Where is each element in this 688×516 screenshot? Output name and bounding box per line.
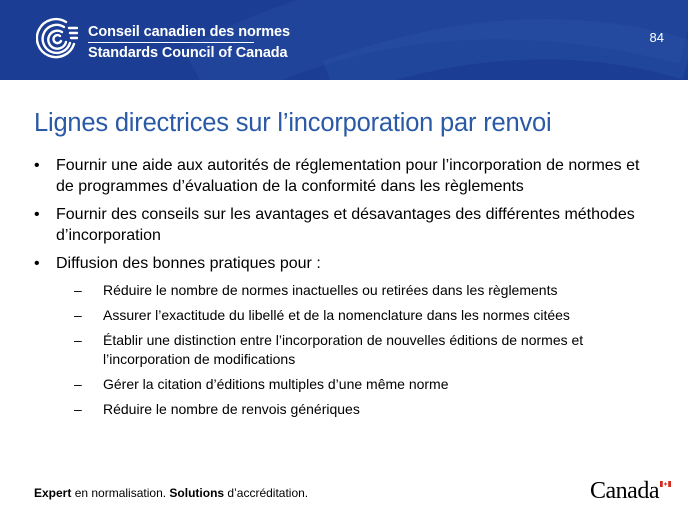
- scc-logo-icon: [36, 14, 78, 64]
- org-divider: [88, 42, 254, 43]
- sub-bullet-item: [54, 400, 654, 419]
- canada-wordmark: [590, 478, 659, 502]
- header-texture: [0, 0, 688, 80]
- sub-bullet-item: [54, 331, 654, 369]
- dash-marker: –: [74, 282, 82, 298]
- canada-wordmark-text: Canada: [590, 478, 659, 504]
- bullet-item: [34, 155, 654, 197]
- bullet-text: Fournir des conseils sur les avantages et désavantages des différentes méthodes d’incorporation: [56, 206, 635, 244]
- slide-title: Lignes directrices sur l’incorporation par renvoi: [34, 109, 552, 137]
- sub-bullet-text: Assurer l’exactitude du libellé et de la nomenclature dans les normes citées: [103, 307, 570, 323]
- tagline-bold-solutions: Solutions: [169, 486, 225, 500]
- org-name-en: Standards Council of Canada: [88, 45, 288, 61]
- bullet-list: [34, 155, 654, 425]
- bullet-item: [34, 204, 654, 246]
- bullet-text: Diffusion des bonnes pratiques pour :: [56, 255, 321, 272]
- sub-bullet-item: [54, 281, 654, 300]
- sub-bullet-list: [34, 281, 654, 419]
- bullet-item: [34, 253, 654, 274]
- sub-bullet-item: [54, 306, 654, 325]
- canada-flag-icon: [660, 481, 671, 487]
- footer-tagline: [34, 486, 308, 500]
- bullet-dot: •: [34, 255, 40, 272]
- dash-marker: –: [74, 401, 82, 417]
- header-band: [0, 0, 688, 80]
- sub-bullet-item: [54, 375, 654, 394]
- dash-marker: –: [74, 307, 82, 323]
- sub-bullet-text: Établir une distinction entre l’incorporation de nouvelles éditions de normes et l’incorporation de modifications: [103, 332, 584, 367]
- bullet-dot: •: [34, 157, 40, 174]
- tagline-text: d’accréditation.: [224, 486, 309, 500]
- sub-bullet-text: Gérer la citation d’éditions multiples d’une même norme: [103, 376, 449, 392]
- dash-marker: –: [74, 332, 82, 348]
- dash-marker: –: [74, 376, 82, 392]
- page-number: 84: [649, 30, 664, 45]
- bullet-dot: •: [34, 206, 40, 223]
- bullet-text: Fournir une aide aux autorités de réglementation pour l’incorporation de normes et de programmes d’évaluation de la conformité dans les règlements: [56, 157, 640, 195]
- org-name-fr: Conseil canadien des normes: [88, 24, 290, 40]
- tagline-bold-expert: Expert: [34, 486, 72, 500]
- tagline-text: en normalisation.: [71, 486, 170, 500]
- sub-bullet-text: Réduire le nombre de renvois génériques: [103, 401, 360, 417]
- sub-bullet-text: Réduire le nombre de normes inactuelles ou retirées dans les règlements: [103, 282, 558, 298]
